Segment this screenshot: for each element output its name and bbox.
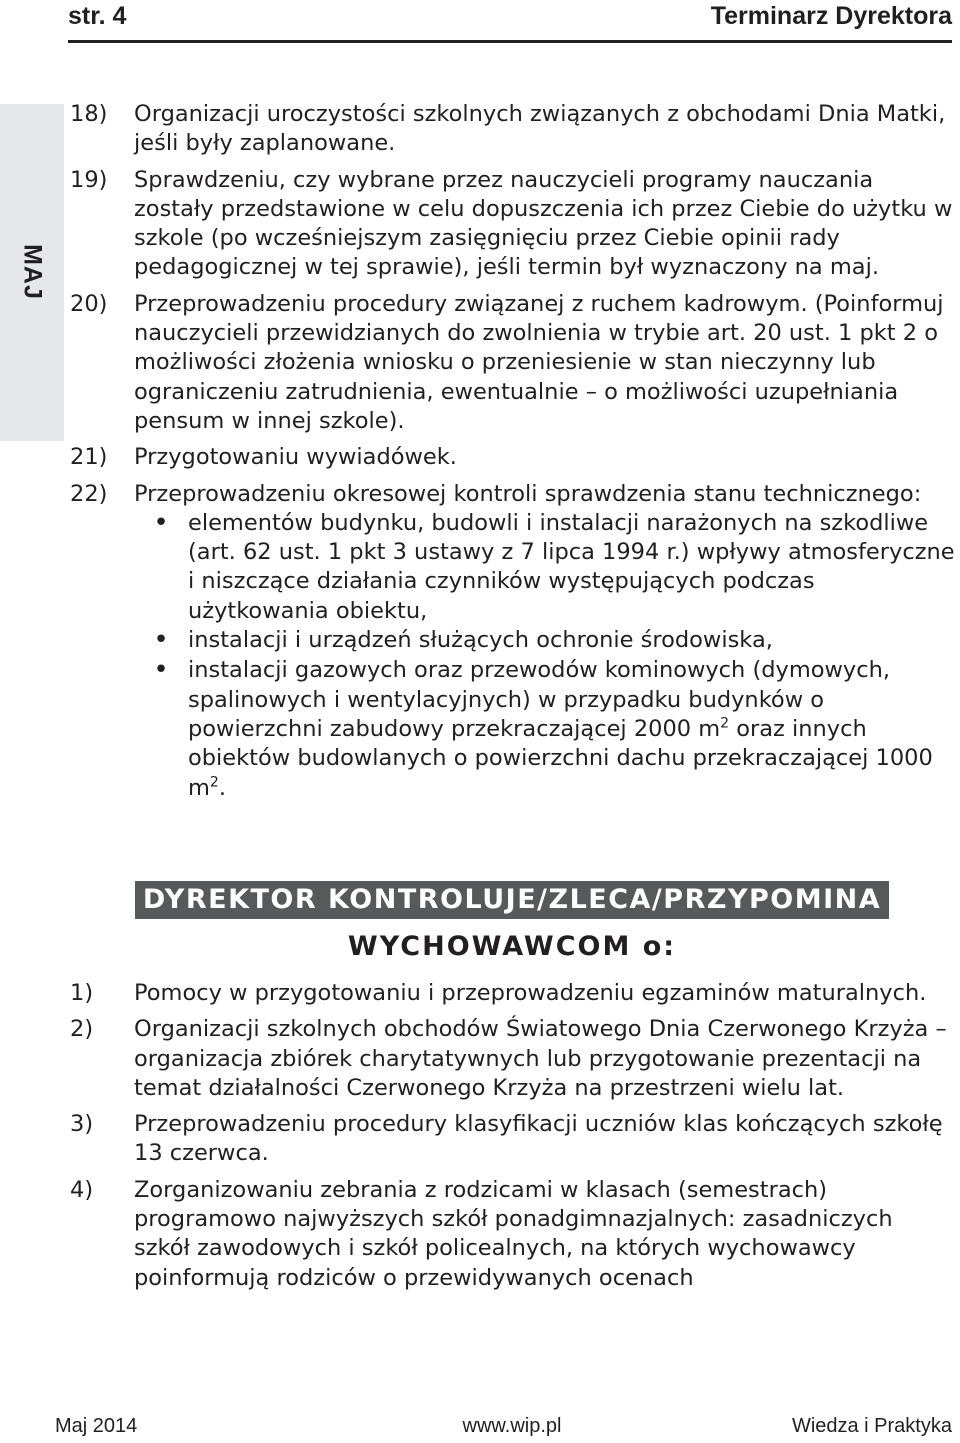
bullet-item — [134, 509, 955, 626]
footer-publisher: Wiedza i Praktyka — [791, 1415, 952, 1437]
list-item — [70, 1176, 955, 1293]
bullet-icon — [134, 626, 188, 656]
list-item — [70, 979, 955, 1008]
bullet-item — [134, 626, 955, 656]
bullet-list — [134, 509, 955, 803]
list-item — [70, 1110, 955, 1169]
item-number: 4) — [70, 1176, 94, 1203]
item-number: 21) — [70, 444, 108, 471]
footer-date: Maj 2014 — [55, 1415, 138, 1437]
bullet-item — [134, 656, 955, 802]
header-rule — [68, 40, 952, 43]
section-banner: DYREKTOR KONTROLUJE/ZLECA/PRZYPOMINA — [135, 881, 889, 919]
item-number: 20) — [70, 290, 108, 317]
bullet-text: elementów budynku, budowli i instalacji narażonych na szkodliwe (art. 62 ust. 1 pkt 3 ustawy z 7 lipca 1994 r.) wpływy atmosferyczne i niszczące działania czynników występujących podczas użytkowania obiektu, — [188, 509, 955, 624]
list-item — [70, 100, 955, 159]
bullet-icon — [134, 509, 188, 626]
item-body — [134, 480, 955, 803]
bullet-text-part: oraz innych obiektów budowlanych o powierzchni dachu przekraczającej 1000 m — [188, 715, 933, 801]
bullet-text: instalacji i urządzeń służących ochronie środowiska, — [188, 627, 773, 654]
item-number: 2) — [70, 1016, 94, 1043]
task-list-2 — [70, 979, 955, 1300]
superscript: 2 — [209, 774, 219, 791]
bullet-text — [188, 656, 955, 802]
item-text: Przygotowaniu wywiadówek. — [134, 444, 457, 471]
footer-website: www.wip.pl — [462, 1415, 562, 1437]
item-text: Organizacji szkolnych obchodów Światowego Dnia Czerwonego Krzyża – organizacja zbiórek charytatywnych lub przygotowanie prezentacji na temat działalności Czerwonego Krzyża na przestrzeni wielu lat. — [134, 1016, 947, 1101]
item-number: 22) — [70, 480, 108, 507]
section-banner-wrap — [0, 881, 960, 919]
item-text: Przeprowadzeniu procedury klasyfikacji uczniów klas kończących szkołę 13 czerwca. — [134, 1111, 943, 1167]
item-text: Przeprowadzeniu okresowej kontroli sprawdzenia stanu technicznego: — [134, 480, 922, 507]
bullet-text-part: instalacji gazowych oraz przewodów kominowych (dymowych, spalinowych i wentylacyjnych) w przypadku budynków o powierzchni zabudowy przekraczającej 2000 m — [188, 657, 891, 742]
item-text: Zorganizowaniu zebrania z rodzicami w klasach (semestrach) programowo najwyższych szkół ponadgimnazjalnych: zasadniczych szkół zawodowych i szkół policealnych, na których wychowawcy poinformują rodziców o przewidywanych ocenach — [134, 1176, 893, 1291]
section-subheading: WYCHOWAWCOM o: — [347, 931, 677, 962]
list-item — [70, 480, 955, 803]
list-item — [70, 290, 955, 436]
item-text: Przeprowadzeniu procedury związanej z ruchem kadrowym. (Poinformuj nauczycieli przewidzianych do zwolnienia w trybie art. 20 ust. 1 pkt 2 o możliwości złożenia wniosku o przeniesienie w stan nieczynny lub ograniczeniu zatrudnienia, ewentualnie – o możliwości uzupełniania pensum w innej szkole). — [134, 290, 944, 434]
item-text: Pomocy w przygotowaniu i przeprowadzeniu egzaminów maturalnych. — [134, 980, 927, 1006]
publication-title: Terminarz Dyrektora — [710, 2, 952, 30]
list-item — [70, 443, 955, 472]
item-number: 19) — [70, 166, 108, 193]
item-text: Organizacji uroczystości szkolnych związanych z obchodami Dnia Matki, jeśli były zaplanowane. — [134, 101, 946, 157]
item-number: 3) — [70, 1111, 94, 1138]
bullet-icon — [134, 656, 188, 802]
item-text: Sprawdzeniu, czy wybrane przez nauczycieli programy nauczania zostały przedstawione w celu dopuszczenia ich przez Ciebie do użytku w szkole (po wcześniejszym zasięgnięciu przez Ciebie opinii rady pedagogicznej w tej sprawie), jeśli termin był wyznaczony na maj. — [134, 166, 953, 281]
page-number: str. 4 — [68, 2, 127, 30]
list-item — [70, 166, 955, 283]
task-list-1 — [70, 100, 955, 810]
month-side-tab-label: MAJ — [18, 244, 47, 300]
list-item — [70, 1015, 955, 1103]
bullet-text-part: . — [218, 774, 226, 801]
superscript: 2 — [720, 715, 730, 732]
item-number: 1) — [70, 980, 94, 1006]
item-number: 18) — [70, 101, 108, 127]
